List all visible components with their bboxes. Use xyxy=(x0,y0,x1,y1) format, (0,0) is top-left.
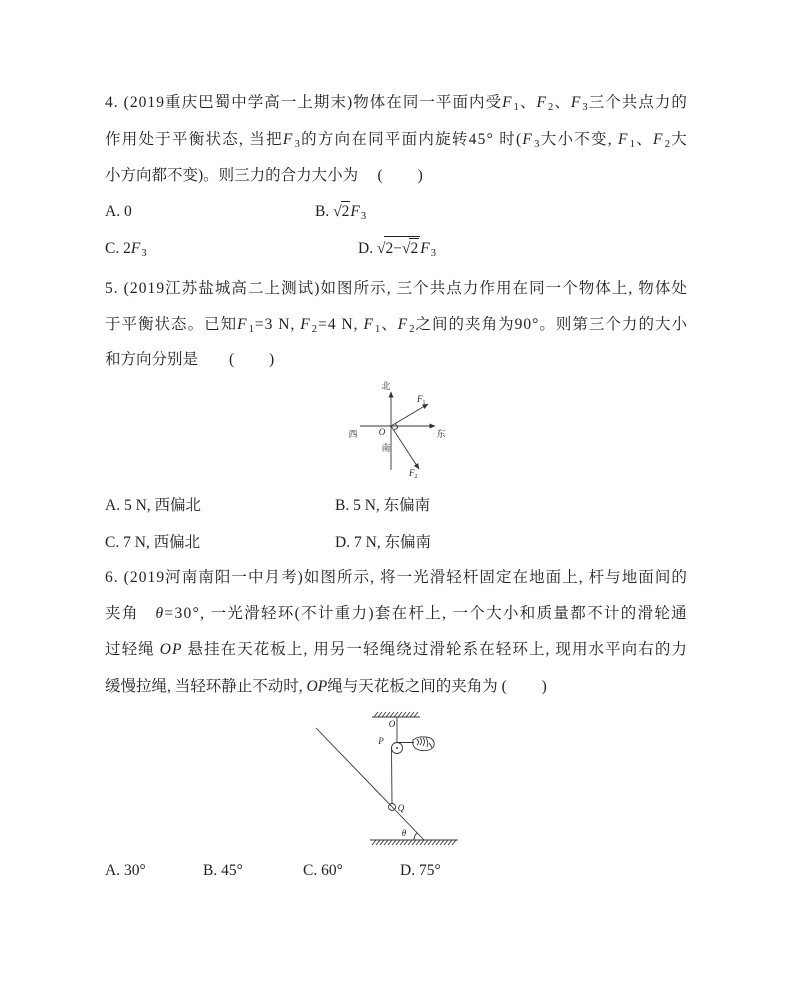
math-variable xyxy=(237,316,255,333)
text-run: A. 5 N, 西偏北 xyxy=(105,497,202,514)
variable-symbol: F xyxy=(363,316,374,333)
q6-stem-line-3 xyxy=(105,632,688,668)
f2-label xyxy=(408,468,418,480)
q5-option-d xyxy=(335,525,431,561)
west-label: 西 xyxy=(348,429,358,439)
q5-stem-line-1 xyxy=(105,271,688,307)
text-run: 绳与天花板之间的夹角为 ( ) xyxy=(327,678,547,695)
text-run: 缓慢拉绳, 当轻环静止不动时, xyxy=(105,678,307,695)
angle-theta-label: θ xyxy=(401,828,407,838)
pulley-rod-diagram xyxy=(300,708,465,850)
text-run: =4 N, xyxy=(318,316,364,333)
text-run: 小方向都不变)。则三力的合力大小为 ( ) xyxy=(105,167,423,184)
text-run: 2 xyxy=(410,240,419,257)
text-run: 大 xyxy=(671,131,689,148)
rope-to-ring xyxy=(392,748,393,804)
point-p-label: P xyxy=(378,736,384,746)
text-run: A. 0 xyxy=(105,203,132,220)
text-run: B. 45° xyxy=(203,862,243,879)
text-run: 2 xyxy=(341,203,350,220)
math-variable xyxy=(160,641,183,658)
text-run: D. 75° xyxy=(400,862,441,879)
variable-symbol: F xyxy=(130,240,141,257)
f2-subscript: 2 xyxy=(414,474,418,480)
radicand xyxy=(409,238,419,257)
square-root xyxy=(402,240,419,257)
variable-subscript: 2 xyxy=(664,138,672,150)
smooth-rod xyxy=(316,728,424,840)
q4-stem-line-3 xyxy=(105,158,423,194)
text-run: 悬挂在天花板上, 用另一轻绳绕过滑轮系在轻环上, 现用水平向右的力 xyxy=(182,641,688,658)
variable-symbol: F xyxy=(350,203,360,220)
text-run: =3 N, xyxy=(254,316,301,333)
q4-option-b xyxy=(315,194,366,230)
radicand xyxy=(341,201,351,220)
q6-stem-line-1 xyxy=(105,560,688,596)
variable-subscript: 3 xyxy=(360,210,367,222)
text-run: C. 7 N, 西偏北 xyxy=(105,534,201,551)
variable-symbol: F xyxy=(653,131,664,148)
text-run: 过轻绳 xyxy=(105,641,160,658)
origin-label: O xyxy=(378,427,386,437)
variable-symbol: θ xyxy=(155,605,165,622)
variable-symbol: F xyxy=(570,94,582,111)
q6-stem-line-2 xyxy=(105,596,688,632)
q4-option-c xyxy=(105,231,147,267)
q6-option-b xyxy=(203,853,243,889)
variable-subscript: 1 xyxy=(248,323,255,335)
variable-subscript: 1 xyxy=(513,101,520,113)
q4-stem-line-1 xyxy=(105,85,688,121)
variable-symbol: F xyxy=(522,131,534,148)
text-run: 2− xyxy=(385,240,402,257)
variable-subscript: 3 xyxy=(534,138,541,150)
f1-symbol: F xyxy=(417,394,423,404)
text-run: A. 30° xyxy=(105,862,146,879)
text-run: D. 7 N, 东偏南 xyxy=(335,534,432,551)
variable-subscript: 3 xyxy=(430,247,436,259)
q4-option-a xyxy=(105,194,132,230)
variable-subscript: 3 xyxy=(294,138,302,150)
text-run: 和方向分别是 ( ) xyxy=(105,351,275,368)
east-label: 东 xyxy=(436,429,446,439)
ground xyxy=(370,840,458,845)
text-run: B. 5 N, 东偏南 xyxy=(335,497,431,514)
text-run: 作用处于平衡状态, 当把 xyxy=(105,131,283,148)
math-variable xyxy=(571,94,589,111)
text-run: 、 xyxy=(519,94,537,111)
math-variable xyxy=(131,240,147,257)
variable-subscript: 1 xyxy=(374,323,382,335)
q5-stem-line-2 xyxy=(105,307,688,343)
f1-subscript: 1 xyxy=(422,400,426,406)
text-run: 6. (2019河南南阳一中月考)如图所示, 将一光滑轻杆固定在地面上, 杆与地面间的 xyxy=(105,569,688,586)
math-variable xyxy=(502,94,520,111)
square-root xyxy=(333,203,350,220)
variable-symbol: F xyxy=(282,131,294,148)
math-variable xyxy=(537,94,555,111)
math-variable xyxy=(283,131,301,148)
radicand xyxy=(384,236,420,257)
math-variable xyxy=(363,316,381,333)
math-variable xyxy=(522,131,540,148)
q5-option-a xyxy=(105,488,201,524)
variable-subscript: 3 xyxy=(141,247,147,259)
f2-symbol: F xyxy=(409,468,415,478)
math-variable xyxy=(350,203,366,220)
q5-option-b xyxy=(335,488,430,524)
text-run: B. xyxy=(315,203,334,220)
math-variable xyxy=(300,316,318,333)
q5-stem-line-3 xyxy=(105,342,274,378)
text-run: 5. (2019江苏盐城高二上测试)如图所示, 三个共点力作用在同一个物体上, 物体处 xyxy=(105,280,688,297)
variable-symbol: F xyxy=(300,316,311,333)
text-run: 4. (2019重庆巴蜀中学高一上期末)物体在同一平面内受 xyxy=(105,94,503,111)
text-run: 、 xyxy=(636,131,654,148)
text-run: 、 xyxy=(381,316,398,333)
force-f2-arrow xyxy=(391,426,419,469)
text-run: 三个共点力的 xyxy=(588,94,688,111)
angle-arc xyxy=(414,833,417,840)
text-run: 大小不变, xyxy=(540,131,618,148)
square-root xyxy=(377,240,420,257)
text-run: 的方向在同平面内旋转45° 时( xyxy=(301,131,523,148)
variable-subscript: 2 xyxy=(409,323,416,335)
text-run: 之间的夹角为90°。则第三个力的大小 xyxy=(415,316,688,333)
math-variable xyxy=(398,316,416,333)
text-run: 夹角 xyxy=(105,605,156,622)
variable-symbol: F xyxy=(397,316,409,333)
text-run: 于平衡状态。已知 xyxy=(105,316,238,333)
math-variable xyxy=(653,131,671,148)
variable-symbol: OP xyxy=(159,641,183,658)
text-run: 、 xyxy=(554,94,571,111)
text-run: D. xyxy=(358,240,377,257)
force-f1-arrow xyxy=(391,404,428,426)
variable-symbol: OP xyxy=(306,678,328,695)
q6-option-c xyxy=(303,853,343,889)
math-variable xyxy=(307,678,328,695)
hand-icon xyxy=(413,737,434,751)
q6-option-a xyxy=(105,853,146,889)
point-o-label: O xyxy=(388,719,396,729)
q6-option-d xyxy=(400,853,441,889)
f1-label xyxy=(416,394,426,406)
text-run: C. 60° xyxy=(303,862,343,879)
point-q-label: Q xyxy=(397,803,405,813)
math-variable xyxy=(618,131,636,148)
q4-option-d xyxy=(358,231,436,267)
ceiling xyxy=(372,712,420,717)
variable-symbol: F xyxy=(420,240,430,257)
variable-subscript: 3 xyxy=(582,101,589,113)
math-variable xyxy=(420,240,436,257)
north-label: 北 xyxy=(381,381,391,391)
south-label: 南 xyxy=(381,443,391,453)
q4-stem-line-2 xyxy=(105,122,688,158)
variable-subscript: 1 xyxy=(629,138,637,150)
pulley-axle xyxy=(396,747,398,749)
variable-symbol: F xyxy=(536,94,548,111)
variable-symbol: F xyxy=(617,131,629,148)
force-direction-diagram xyxy=(340,376,450,484)
text-run: C. 2 xyxy=(105,240,131,257)
variable-subscript: 2 xyxy=(548,101,555,113)
text-run: =30°, 一光滑轻环(不计重力)套在杆上, 一个大小和质量都不计的滑轮通 xyxy=(164,605,688,622)
variable-subscript: 2 xyxy=(311,323,319,335)
variable-symbol: F xyxy=(237,316,248,333)
q6-stem-line-4 xyxy=(105,669,547,705)
q5-option-c xyxy=(105,525,200,561)
variable-symbol: F xyxy=(502,94,513,111)
